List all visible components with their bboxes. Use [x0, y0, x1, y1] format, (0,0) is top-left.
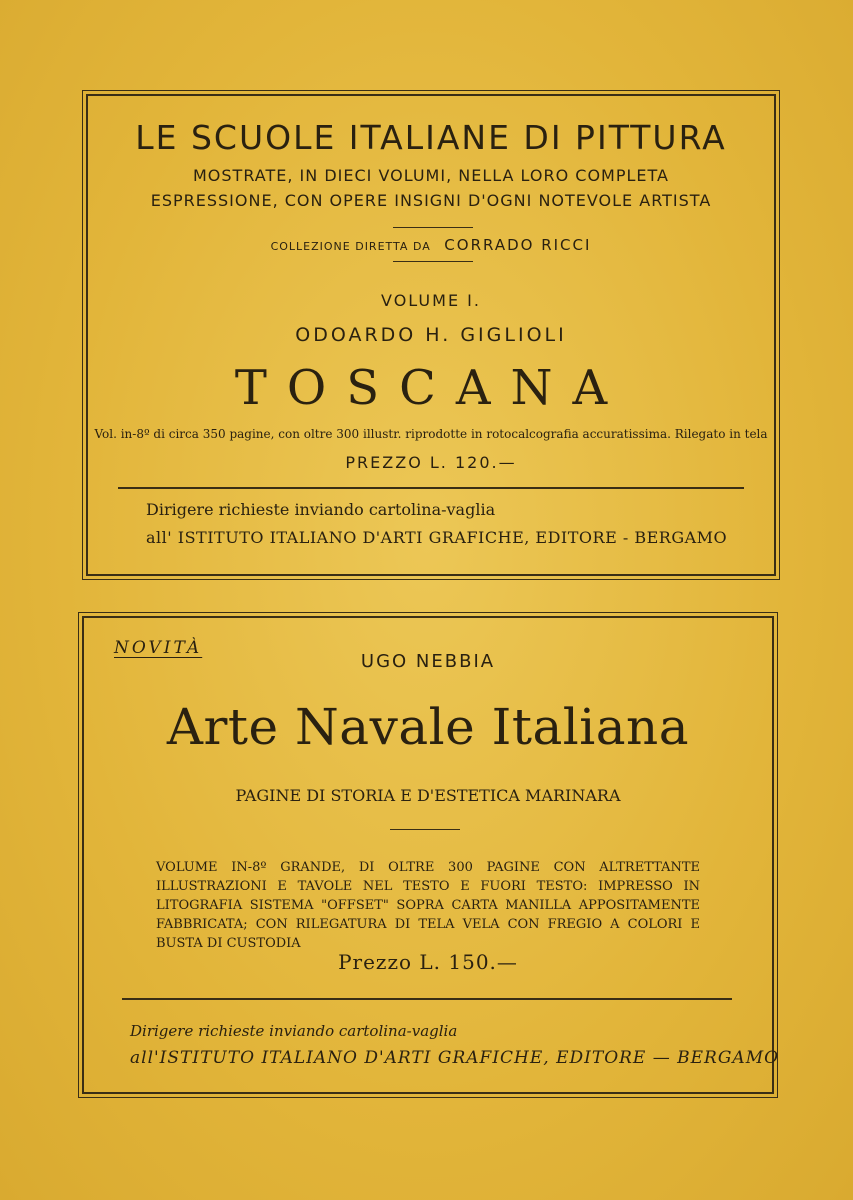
ad1-price: PREZZO L. 120.— — [345, 453, 517, 472]
ad1-divider — [118, 487, 744, 489]
ad2-order-line: Dirigere richieste inviando cartolina-vaglia — [130, 1022, 458, 1040]
ad1-subtitle-line2: ESPRESSIONE, CON OPERE INSIGNI D'OGNI NOTEVOLE ARTISTA — [150, 191, 712, 210]
ad2-description: VOLUME IN-8º GRANDE, DI OLTRE 300 PAGINE CON ALTRETTANTE ILLUSTRAZIONI E TAVOLE NEL TESTO E FUORI TESTO: IMPRESSO IN LITOGRAFIA SISTEMA "OFFSET" SOPRA CARTA MANILLA APPOSITAMENTE FABBRICATA; CON RILEGATURA DI TELA VELA CON FREGIO A COLORI E BUSTA DI CUSTODIA — [156, 860, 700, 951]
ad1-short-rule-top — [393, 227, 473, 228]
ad1-collection — [88, 236, 774, 254]
ad-arte-navale — [82, 616, 780, 1094]
ad1-author: ODOARDO H. GIGLIOLI — [295, 324, 567, 346]
ad1-collection-editor: CORRADO RICCI — [444, 236, 592, 254]
ad1-order-line: Dirigere richieste inviando cartolina-vaglia — [146, 500, 496, 519]
ad1-address-line: all' ISTITUTO ITALIANO D'ARTI GRAFICHE, EDITORE - BERGAMO — [146, 528, 728, 547]
ad2-divider — [122, 998, 732, 1000]
ad2-address-line: all'ISTITUTO ITALIANO D'ARTI GRAFICHE, EDITORE — BERGAMO — [130, 1048, 780, 1068]
ad2-subtitle: PAGINE DI STORIA E D'ESTETICA MARINARA — [235, 786, 621, 805]
ad1-subtitle-line1: MOSTRATE, IN DIECI VOLUMI, NELLA LORO COMPLETA — [193, 166, 669, 185]
ad2-book-title: Arte Navale Italiana — [166, 698, 690, 756]
ad1-description: Vol. in-8º di circa 350 pagine, con oltre 300 illustr. riprodotte in rotocalcografia accuratissima. Rilegato in tela — [94, 427, 768, 441]
ad2-author: UGO NEBBIA — [360, 651, 496, 672]
ad1-title: LE SCUOLE ITALIANE DI PITTURA — [135, 118, 727, 157]
ad2-short-rule — [390, 829, 460, 830]
ad-scuole-italiane — [86, 94, 776, 576]
ad2-price: Prezzo L. 150.— — [338, 950, 518, 974]
ad1-collection-prefix: COLLEZIONE DIRETTA DA — [270, 240, 431, 253]
ad1-short-rule-bottom — [393, 261, 473, 262]
ad2-badge: NOVITÀ — [114, 638, 203, 658]
ad1-volume: VOLUME I. — [381, 291, 481, 310]
ad1-book-title: TOSCANA — [234, 360, 628, 416]
